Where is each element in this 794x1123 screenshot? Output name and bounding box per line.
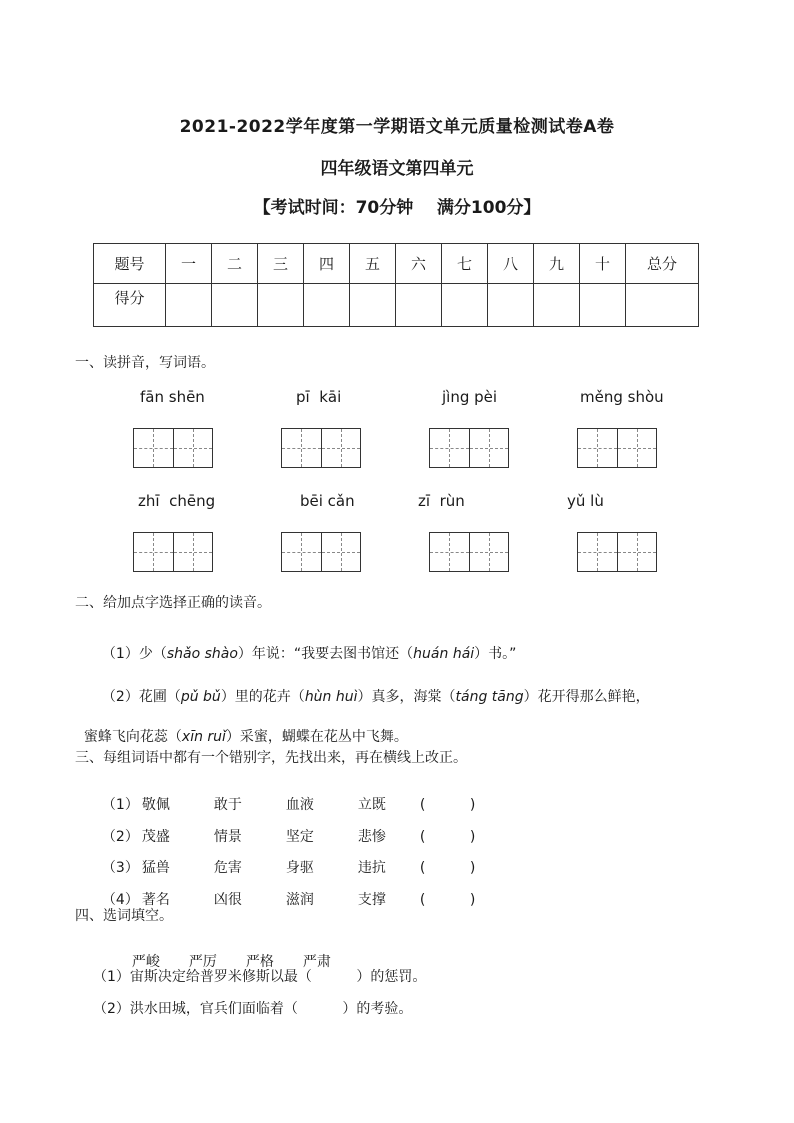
table-cell: 七 — [442, 244, 488, 284]
writing-grid[interactable] — [133, 532, 213, 572]
pinyin-label: bēi cǎn — [300, 492, 355, 510]
score-cell[interactable] — [626, 284, 699, 327]
word: 支撑 — [357, 892, 386, 908]
question-2-2 — [93, 670, 650, 706]
word-group-row — [93, 841, 475, 877]
word-group-row — [93, 778, 475, 814]
writing-grid[interactable] — [429, 428, 509, 468]
table-cell: 二 — [212, 244, 258, 284]
question-2-2-continued — [75, 710, 408, 746]
word-choice: 严峻 — [131, 954, 160, 970]
table-cell: 三 — [258, 244, 304, 284]
section1-heading: 一、读拼音，写词语。 — [75, 355, 215, 371]
word: 滋润 — [285, 892, 314, 908]
writing-grid[interactable] — [133, 428, 213, 468]
row-number: （2） — [101, 829, 139, 845]
section4-heading: 四、选词填空。 — [75, 908, 173, 924]
score-cell[interactable] — [580, 284, 626, 327]
score-cell[interactable] — [258, 284, 304, 327]
question-4-2: （2）洪水田城，官兵们面临着（ ）的考验。 — [93, 1001, 413, 1017]
writing-grid[interactable] — [281, 532, 361, 572]
word: 著名 — [141, 892, 170, 908]
question-text: （2）花圃（ — [101, 689, 181, 705]
answer-blank[interactable]: ( ) — [419, 892, 476, 908]
question-2-1 — [93, 627, 516, 663]
word-choice: 严肃 — [302, 954, 331, 970]
word-group-row — [93, 873, 475, 909]
writing-grid[interactable] — [281, 428, 361, 468]
exam-title: 2021-2022学年度第一学期语文单元质量检测试卷A卷 — [179, 117, 615, 137]
row-number: （3） — [101, 860, 139, 876]
table-cell: 得分 — [94, 284, 166, 327]
pinyin-option: pǔ bǔ — [180, 689, 221, 705]
score-cell[interactable] — [166, 284, 212, 327]
pinyin-label: yǔ lù — [567, 492, 604, 510]
pinyin-label: zī rùn — [418, 492, 465, 510]
table-cell: 总分 — [626, 244, 699, 284]
word: 违抗 — [357, 860, 386, 876]
row-number: （1） — [101, 797, 139, 813]
question-text: ）真多，海棠（ — [357, 689, 456, 705]
word-choice: 严厉 — [188, 954, 217, 970]
question-text: ）年说：“我要去图书馆还（ — [237, 646, 414, 662]
question-text: 蜜蜂飞向花蕊（ — [83, 729, 182, 745]
word: 立既 — [357, 797, 386, 813]
score-table-score-row — [94, 284, 699, 327]
score-cell[interactable] — [534, 284, 580, 327]
table-cell: 四 — [304, 244, 350, 284]
pinyin-label: zhī chēng — [138, 492, 216, 510]
pinyin-label: jìng pèi — [442, 388, 498, 406]
word: 悲惨 — [357, 829, 386, 845]
table-cell: 题号 — [94, 244, 166, 284]
score-cell[interactable] — [396, 284, 442, 327]
score-cell[interactable] — [350, 284, 396, 327]
answer-blank[interactable]: ( ) — [419, 797, 476, 813]
pinyin-option: shǎo shào — [166, 646, 238, 662]
word: 敬佩 — [141, 797, 170, 813]
pinyin-label: pī kāi — [296, 388, 342, 406]
table-cell: 一 — [166, 244, 212, 284]
table-cell: 八 — [488, 244, 534, 284]
question-text: ）采蜜，蝴蝶在花丛中飞舞。 — [225, 729, 408, 745]
answer-blank[interactable]: ( ) — [419, 860, 476, 876]
table-cell: 五 — [350, 244, 396, 284]
table-cell: 六 — [396, 244, 442, 284]
section2-heading: 二、给加点字选择正确的读音。 — [75, 595, 271, 611]
writing-grid[interactable] — [429, 532, 509, 572]
table-cell: 九 — [534, 244, 580, 284]
word: 凶很 — [213, 892, 242, 908]
question-text: ）里的花卉（ — [220, 689, 305, 705]
question-text: ）花开得那么鲜艳， — [523, 689, 650, 705]
word: 猛兽 — [141, 860, 170, 876]
question-4-1: （1）宙斯决定给普罗米修斯以最（ ）的惩罚。 — [93, 969, 427, 985]
word: 坚定 — [285, 829, 314, 845]
score-table — [93, 243, 699, 327]
word: 敢于 — [213, 797, 242, 813]
score-cell[interactable] — [304, 284, 350, 327]
word: 情景 — [213, 829, 242, 845]
score-cell[interactable] — [488, 284, 534, 327]
word: 茂盛 — [141, 829, 170, 845]
pinyin-option: táng tāng — [455, 689, 524, 705]
exam-subtitle: 四年级语文第四单元 — [320, 159, 474, 179]
score-table-header-row — [94, 244, 699, 284]
score-cell[interactable] — [212, 284, 258, 327]
writing-grid[interactable] — [577, 428, 657, 468]
pinyin-option: huán hái — [413, 646, 475, 662]
word-choice: 严格 — [245, 954, 274, 970]
table-cell: 十 — [580, 244, 626, 284]
word: 身驱 — [285, 860, 314, 876]
pinyin-option: xīn ruǐ — [181, 729, 226, 745]
pinyin-option: hùn huì — [304, 689, 358, 705]
writing-grid[interactable] — [577, 532, 657, 572]
pinyin-label: fān shēn — [140, 388, 205, 406]
word: 危害 — [213, 860, 242, 876]
row-number: （4） — [101, 892, 139, 908]
pinyin-label: měng shòu — [580, 388, 664, 406]
question-text: （1）少（ — [101, 646, 167, 662]
section3-heading: 三、每组词语中都有一个错别字，先找出来，再在横线上改正。 — [75, 750, 467, 766]
exam-info: 【考试时间：70分钟 满分100分】 — [253, 198, 541, 218]
answer-blank[interactable]: ( ) — [419, 829, 476, 845]
question-text: ）书。” — [474, 646, 517, 662]
score-cell[interactable] — [442, 284, 488, 327]
word: 血液 — [285, 797, 314, 813]
